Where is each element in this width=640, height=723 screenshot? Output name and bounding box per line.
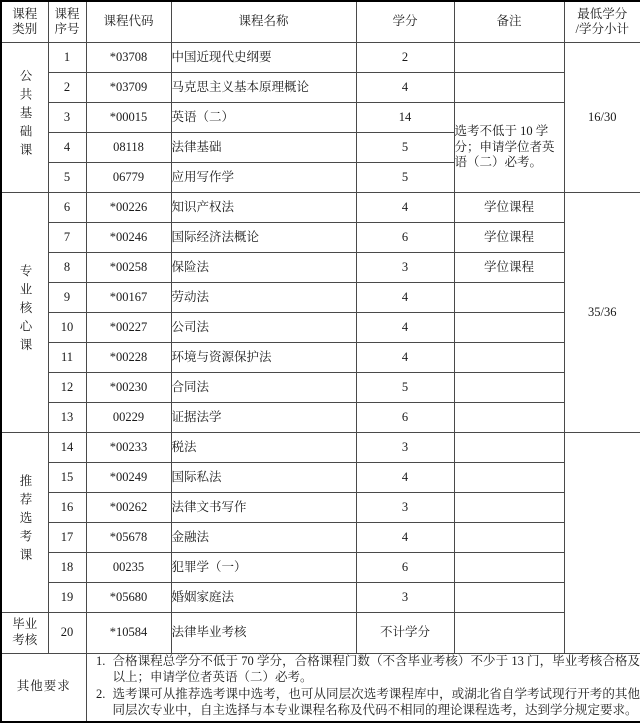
header-credits: 学分	[356, 1, 454, 43]
other-requirements-list	[87, 654, 640, 719]
row-sequence: 16	[48, 493, 86, 523]
table-body	[1, 43, 640, 722]
header-subtotal	[564, 1, 640, 43]
row-course-code: 00235	[86, 553, 171, 583]
category-label-public-basic: 公共基础课	[19, 69, 32, 162]
row-credits: 4	[356, 313, 454, 343]
table-row	[1, 403, 640, 433]
row-course-name: 英语（二）	[171, 103, 356, 133]
header-category	[1, 1, 48, 43]
header-sequence-line2: 序号	[49, 22, 86, 37]
table-row	[1, 103, 640, 133]
row-remark: 学位课程	[454, 223, 564, 253]
row-sequence: 10	[48, 313, 86, 343]
row-course-code: *05680	[86, 583, 171, 613]
row-credits: 4	[356, 463, 454, 493]
row-sequence: 9	[48, 283, 86, 313]
row-course-code: *00249	[86, 463, 171, 493]
row-course-name: 金融法	[171, 523, 356, 553]
row-sequence: 13	[48, 403, 86, 433]
row-sequence: 18	[48, 553, 86, 583]
row-credits: 4	[356, 283, 454, 313]
category-cell-major-core	[1, 193, 48, 433]
row-sequence: 5	[48, 163, 86, 193]
row-credits: 3	[356, 493, 454, 523]
row-sequence: 3	[48, 103, 86, 133]
row-course-name: 中国近现代史纲要	[171, 43, 356, 73]
row-remark	[454, 493, 564, 523]
row-sequence: 19	[48, 583, 86, 613]
row-remark	[454, 313, 564, 343]
row-course-name: 法律毕业考核	[171, 613, 356, 654]
row-remark	[454, 583, 564, 613]
header-category-line2: 类别	[2, 22, 48, 37]
row-credits: 不计学分	[356, 613, 454, 654]
row-sequence: 17	[48, 523, 86, 553]
row-course-code: 08118	[86, 133, 171, 163]
row-sequence: 14	[48, 433, 86, 463]
header-course-name: 课程名称	[171, 1, 356, 43]
row-remark	[454, 553, 564, 583]
row-course-name: 马克思主义基本原理概论	[171, 73, 356, 103]
table-row	[1, 223, 640, 253]
row-course-name: 公司法	[171, 313, 356, 343]
row-sequence: 6	[48, 193, 86, 223]
header-course-code: 课程代码	[86, 1, 171, 43]
category-cell-recommended-elective	[1, 433, 48, 613]
row-sequence: 1	[48, 43, 86, 73]
row-credits: 5	[356, 133, 454, 163]
row-course-name: 知识产权法	[171, 193, 356, 223]
row-remark	[454, 283, 564, 313]
row-course-name: 婚姻家庭法	[171, 583, 356, 613]
row-sequence: 8	[48, 253, 86, 283]
table-row	[1, 463, 640, 493]
row-course-code: *00226	[86, 193, 171, 223]
row-credits: 6	[356, 223, 454, 253]
row-course-name: 税法	[171, 433, 356, 463]
row-course-name: 证据法学	[171, 403, 356, 433]
row-sequence: 2	[48, 73, 86, 103]
category-label-graduation-line2: 考核	[2, 633, 48, 649]
row-course-name: 保险法	[171, 253, 356, 283]
table-row	[1, 283, 640, 313]
row-credits: 4	[356, 193, 454, 223]
other-requirement-item: 2. 选考课可从推荐选考课中选考，也可从同层次选考课程库中，或湖北省自学考试现行开考的其他同层次专业中，自主选择与本专业课程名称及代码不相同的理论课程选考，达到学分规定要求。	[109, 687, 640, 718]
row-remark	[454, 403, 564, 433]
category-cell-public-basic	[1, 43, 48, 193]
row-credits: 14	[356, 103, 454, 133]
row-remark	[454, 343, 564, 373]
other-requirements-label: 其他要求	[1, 654, 86, 722]
other-requirement-item: 1. 合格课程总学分不低于 70 学分，合格课程门数（不含毕业考核）不少于 13 门，毕业考核合格及以上；申请学位者英语（二）必考。	[109, 654, 640, 685]
header-subtotal-line2: /学分小计	[565, 22, 640, 37]
row-course-code: *03709	[86, 73, 171, 103]
row-sequence: 20	[48, 613, 86, 654]
row-course-code: *00228	[86, 343, 171, 373]
row-course-name: 法律基础	[171, 133, 356, 163]
row-remark	[454, 73, 564, 103]
table-row	[1, 313, 640, 343]
row-course-code: *00258	[86, 253, 171, 283]
row-course-name: 应用写作学	[171, 163, 356, 193]
table-row	[1, 373, 640, 403]
row-sequence: 11	[48, 343, 86, 373]
row-credits: 4	[356, 73, 454, 103]
row-credits: 3	[356, 583, 454, 613]
category-label-graduation-line1: 毕业	[2, 617, 48, 633]
row-course-code: *00230	[86, 373, 171, 403]
row-course-name: 国际私法	[171, 463, 356, 493]
row-credits: 6	[356, 553, 454, 583]
row-course-code: *10584	[86, 613, 171, 654]
row-credits: 6	[356, 403, 454, 433]
table-row	[1, 613, 640, 654]
table-row	[1, 583, 640, 613]
header-category-line1: 课程	[2, 7, 48, 22]
row-course-code: *03708	[86, 43, 171, 73]
row-remark	[454, 613, 564, 654]
header-row	[1, 1, 640, 43]
row-course-name: 劳动法	[171, 283, 356, 313]
table-row	[1, 343, 640, 373]
row-course-code: 00229	[86, 403, 171, 433]
row-course-code: *00227	[86, 313, 171, 343]
table-row	[1, 493, 640, 523]
row-remark	[454, 43, 564, 73]
category-subtotal-major-core: 35/36	[564, 193, 640, 433]
row-course-name: 合同法	[171, 373, 356, 403]
row-remark: 学位课程	[454, 253, 564, 283]
row-course-code: *00262	[86, 493, 171, 523]
table-row	[1, 523, 640, 553]
row-course-code: *00233	[86, 433, 171, 463]
row-credits: 3	[356, 433, 454, 463]
row-credits: 2	[356, 43, 454, 73]
row-course-name: 环境与资源保护法	[171, 343, 356, 373]
row-sequence: 12	[48, 373, 86, 403]
header-remarks: 备注	[454, 1, 564, 43]
other-requirements-body	[86, 654, 640, 722]
table-header	[1, 1, 640, 43]
row-credits: 4	[356, 343, 454, 373]
group-remark-public-basic: 选考不低于 10 学分；申请学位者英语（二）必考。	[454, 103, 564, 193]
header-subtotal-line1: 最低学分	[565, 7, 640, 22]
header-sequence	[48, 1, 86, 43]
row-credits: 4	[356, 523, 454, 553]
table-row	[1, 253, 640, 283]
category-label-major-core: 专业核心课	[19, 264, 32, 357]
category-subtotal-recommended-elective	[564, 433, 640, 654]
row-remark	[454, 373, 564, 403]
table-row	[1, 433, 640, 463]
category-cell-graduation-assessment	[1, 613, 48, 654]
other-requirements-row	[1, 654, 640, 722]
row-sequence: 7	[48, 223, 86, 253]
row-remark	[454, 523, 564, 553]
row-remark: 学位课程	[454, 193, 564, 223]
table-row	[1, 73, 640, 103]
row-course-name: 国际经济法概论	[171, 223, 356, 253]
category-subtotal-public-basic: 16/30	[564, 43, 640, 193]
row-credits: 5	[356, 373, 454, 403]
row-course-code: *00246	[86, 223, 171, 253]
row-sequence: 15	[48, 463, 86, 493]
row-remark	[454, 463, 564, 493]
category-label-recommended-elective: 推荐选考课	[19, 474, 32, 567]
table-row	[1, 193, 640, 223]
row-course-code: *00167	[86, 283, 171, 313]
row-remark	[454, 433, 564, 463]
table-row	[1, 553, 640, 583]
row-course-code: *00015	[86, 103, 171, 133]
row-credits: 3	[356, 253, 454, 283]
header-sequence-line1: 课程	[49, 7, 86, 22]
table-row	[1, 43, 640, 73]
row-course-code: 06779	[86, 163, 171, 193]
row-sequence: 4	[48, 133, 86, 163]
row-course-code: *05678	[86, 523, 171, 553]
row-course-name: 法律文书写作	[171, 493, 356, 523]
row-credits: 5	[356, 163, 454, 193]
row-course-name: 犯罪学（一）	[171, 553, 356, 583]
